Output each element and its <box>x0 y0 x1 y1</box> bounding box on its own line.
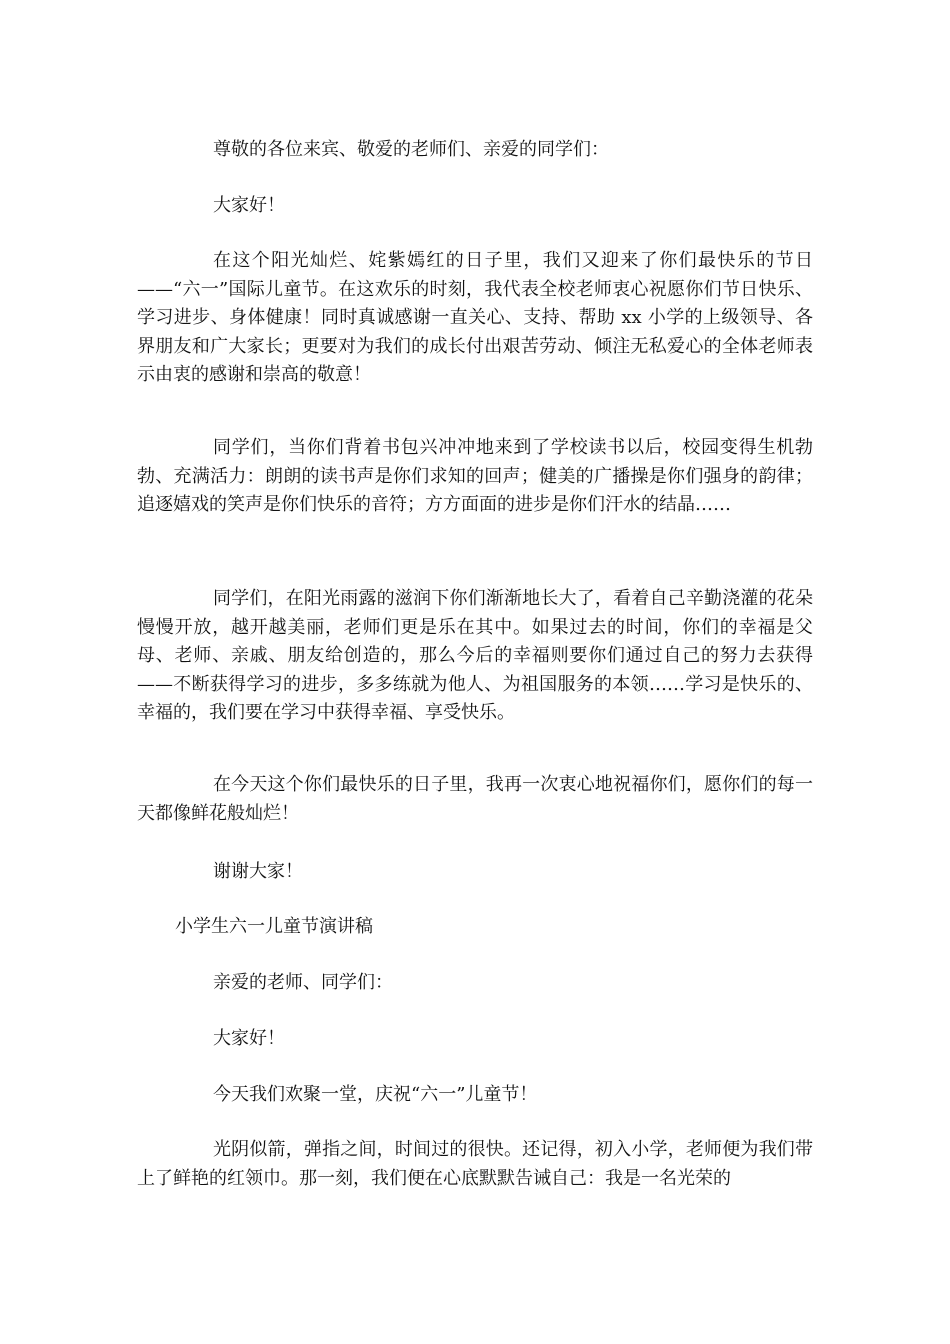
body-paragraph-3: 同学们，在阳光雨露的滋润下你们渐渐地长大了，看着自己辛勤浇灌的花朵慢慢开放，越开越美丽，老师们更是乐在其中。如果过去的时间，你们的幸福是父母、老师、亲戚、朋友给创造的，那么今后的幸福则要你们通过自己的努力去获得——不断获得学习的进步，多多练就为他人、为祖国服务的本领……学习是快乐的、幸福的，我们要在学习中获得幸福、享受快乐。 <box>137 588 813 724</box>
greeting-paragraph-2: 亲爱的老师、同学们： <box>213 972 393 993</box>
hello-paragraph: 大家好！ <box>213 195 285 216</box>
greeting-paragraph: 尊敬的各位来宾、敬爱的老师们、亲爱的同学们： <box>213 139 609 160</box>
body-paragraph-4: 在今天这个你们最快乐的日子里，我再一次衷心地祝福你们，愿你们的每一天都像鲜花般灿烂！ <box>137 774 813 824</box>
thanks-paragraph: 谢谢大家！ <box>213 861 303 882</box>
celebrate-paragraph: 今天我们欢聚一堂，庆祝“六一”儿童节！ <box>213 1084 538 1105</box>
body-paragraph-2: 同学们，当你们背着书包兴冲冲地来到了学校读书以后，校园变得生机勃勃、充满活力：朗朗的读书声是你们求知的回声；健美的广播操是你们强身的韵律；追逐嬉戏的笑声是你们快乐的音符；方方面面的进步是你们汗水的结晶…… <box>137 437 813 516</box>
body-paragraph-1: 在这个阳光灿烂、姹紫嫣红的日子里，我们又迎来了你们最快乐的节日——“六一”国际儿童节。在这欢乐的时刻，我代表全校老师衷心祝愿你们节日快乐、学习进步、身体健康！同时真诚感谢一直关心、支持、帮助 xx 小学的上级领导、各界朋友和广大家长；更要对为我们的成长付出艰苦劳动、倾注无私爱心的全体老师表示由衷的感谢和崇高的敬意！ <box>137 250 813 386</box>
section-title: 小学生六一儿童节演讲稿 <box>175 916 373 937</box>
hello-paragraph-2: 大家好！ <box>213 1028 285 1049</box>
body-paragraph-5: 光阴似箭，弹指之间，时间过的很快。还记得，初入小学，老师便为我们带上了鲜艳的红领巾。那一刻，我们便在心底默默告诫自己：我是一名光荣的 <box>137 1139 813 1189</box>
